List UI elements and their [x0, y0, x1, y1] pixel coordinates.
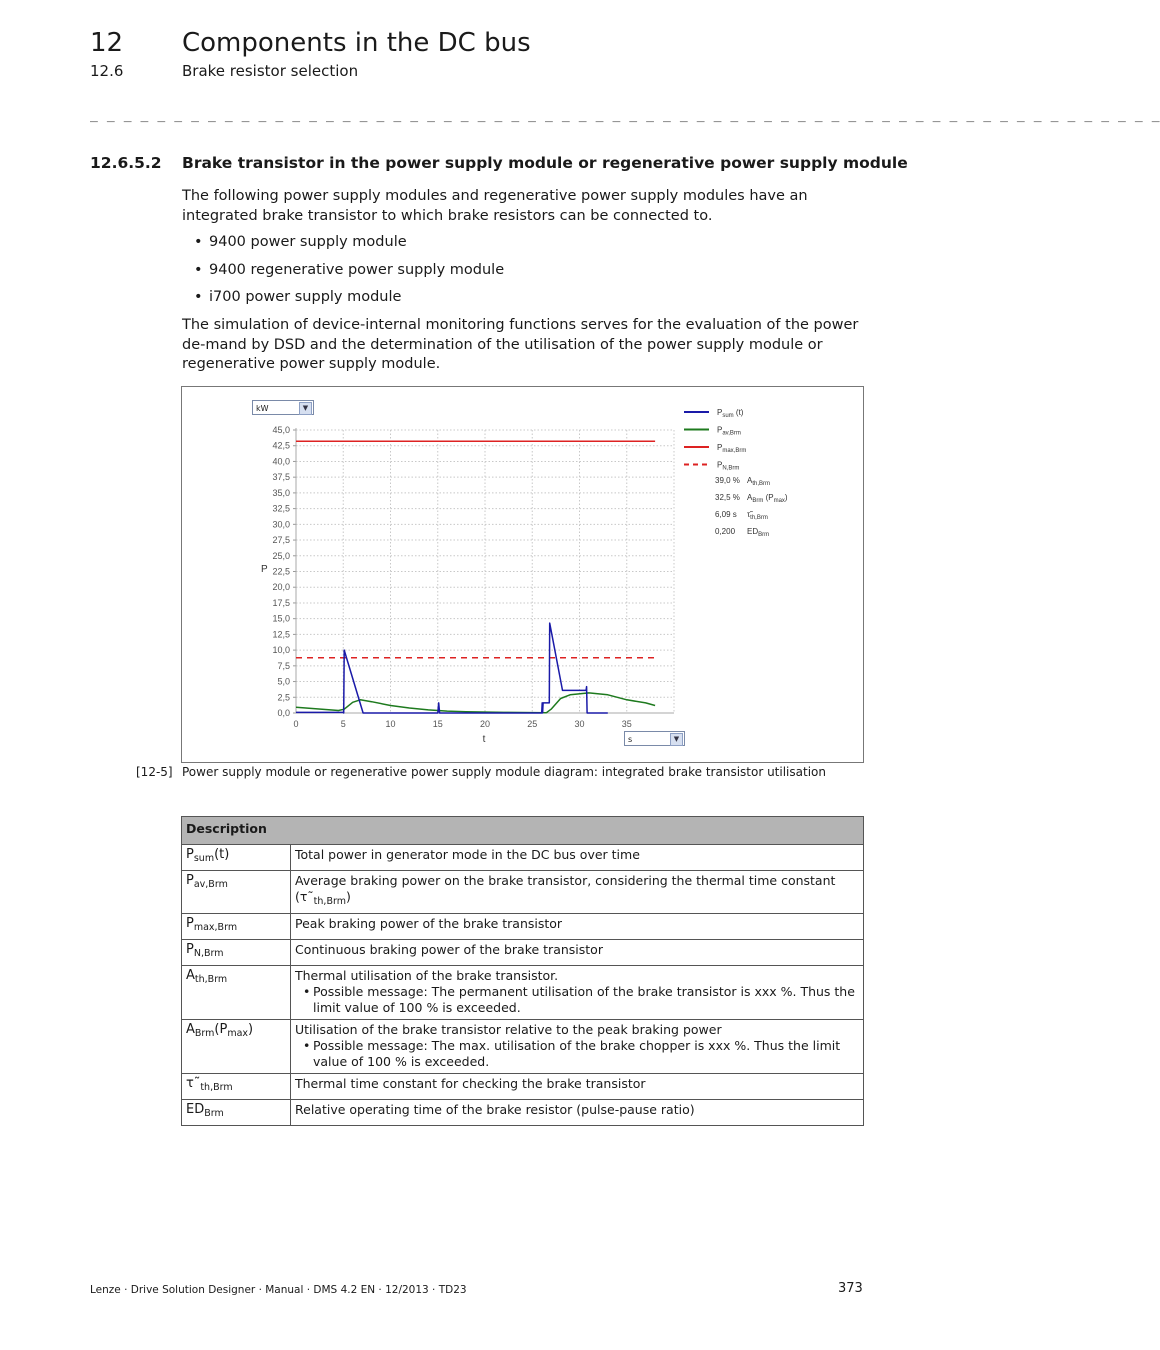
description-text: Total power in generator mode in the DC bus over time [295, 847, 640, 862]
symbol-tail: (P [214, 1022, 228, 1037]
y-tick-label: 22,5 [272, 566, 290, 577]
y-tick-label: 32,5 [272, 503, 290, 514]
symbol-main: A [186, 1022, 195, 1037]
y-tick-label: 15,0 [272, 613, 290, 624]
subsection-title: Brake transistor in the power supply module or regenerative power supply module [182, 154, 908, 172]
table-row [182, 966, 864, 1020]
symbol-cell [182, 845, 291, 871]
description-text: Thermal time constant for checking the brake transistor [295, 1076, 646, 1091]
symbol-sub: Brm [194, 1028, 215, 1039]
y-axis-label: P [261, 564, 268, 575]
page-number: 373 [838, 1281, 863, 1296]
symbol-main: τ˜ [186, 1076, 201, 1091]
bullet-item: • i700 power supply module [194, 289, 402, 305]
description-cell [291, 914, 864, 940]
header-rule: _ _ _ _ _ _ _ _ _ _ _ _ _ _ _ _ _ _ _ _ _ _ _ _ _ _ _ _ _ _ _ _ _ _ _ _ _ _ _ _ _ _ _ _ _ _ _ _ _ _ _ _ _ _ _ _ _ _ _ _ _ _ _ _ [90, 108, 1160, 123]
symbol-sub: th,Brm [200, 1082, 233, 1093]
y-tick-label: 45,0 [272, 425, 290, 435]
x-tick-label: 30 [574, 719, 585, 729]
symbol-cell [182, 966, 291, 1020]
section-title: Brake resistor selection [182, 62, 359, 80]
legend-label: $P_{max,Brm}$ [717, 443, 747, 454]
note-list [295, 984, 859, 1016]
symbol-cell [182, 940, 291, 966]
chart-frame [181, 386, 864, 763]
table-row [182, 1020, 864, 1074]
y-tick-label: 5,0 [277, 676, 290, 687]
y-tick-label: 20,0 [272, 582, 290, 593]
symbol-sub: av,Brm [193, 879, 228, 890]
table-row [182, 871, 864, 914]
description-text: Continuous braking power of the brake transistor [295, 942, 603, 957]
unit-dropdown-value: kW [256, 404, 269, 413]
description-table [181, 816, 864, 1126]
intro-paragraph: The following power supply modules and regenerative power supply modules have an integrated brake transistor to which brake resistors can be connected to. [182, 188, 808, 224]
description-cell [291, 966, 864, 1020]
table-row [182, 940, 864, 966]
bullet-text: i700 power supply module [209, 289, 402, 305]
section-number: 12.6 [90, 62, 124, 80]
chevron-down-icon[interactable]: ▼ [299, 402, 312, 415]
symbol-cell [182, 1100, 291, 1126]
chapter-title: Components in the DC bus [182, 28, 531, 58]
description-text: Average braking power on the brake transistor, considering the thermal time constant ( [295, 873, 836, 904]
readout-label: $ED_{Brm}$ [747, 527, 770, 538]
chevron-down-icon[interactable]: ▼ [670, 733, 683, 746]
x-tick-label: 15 [432, 719, 443, 729]
symbol-sub: th,Brm [194, 974, 228, 985]
x-tick-label: 10 [385, 719, 396, 729]
x-tick-label: 0 [293, 719, 299, 729]
note-list [295, 1038, 859, 1070]
description-cell [291, 940, 864, 966]
subsection-number: 12.6.5.2 [90, 154, 162, 172]
symbol-tail: (t) [214, 847, 230, 862]
y-tick-label: 37,5 [272, 472, 290, 483]
table-row [182, 1100, 864, 1126]
readout-label: $A_{th,Brm}$ [747, 476, 771, 487]
tau-sub: th,Brm [313, 896, 346, 907]
symbol-sub: max,Brm [193, 922, 238, 933]
y-tick-label: 10,0 [272, 645, 290, 656]
x-tick-label: 25 [527, 719, 538, 729]
y-tick-label: 7,5 [277, 660, 290, 671]
table-row [182, 845, 864, 871]
description-cell [291, 871, 864, 914]
symbol-sub: N,Brm [193, 948, 224, 959]
time-unit-dropdown-value: s [628, 735, 633, 744]
symbol-sub: Brm [204, 1108, 224, 1119]
readout-value: 0,200 [715, 527, 736, 536]
description-text: Utilisation of the brake transistor relative to the peak braking power [295, 1022, 722, 1037]
y-tick-label: 30,0 [272, 519, 290, 530]
brake-utilisation-chart [182, 387, 863, 762]
description-cell [291, 1100, 864, 1126]
legend-label: $P_{sum}$ (t) [717, 408, 744, 419]
readout-value: 6,09 s [715, 510, 737, 519]
symbol-main: P [186, 847, 194, 862]
bullet-text: 9400 regenerative power supply module [209, 262, 505, 278]
table-row [182, 1074, 864, 1100]
table-row [182, 914, 864, 940]
symbol-sub2: max [227, 1028, 249, 1039]
closing-paren: ) [345, 889, 351, 904]
readout-value: 39,0 % [715, 476, 740, 485]
symbol-main: ED [186, 1102, 205, 1117]
x-tick-label: 5 [340, 719, 346, 729]
y-tick-label: 17,5 [272, 597, 290, 608]
readout-value: 32,5 % [715, 493, 740, 502]
figure-number: [12-5] [136, 765, 173, 779]
description-cell [291, 845, 864, 871]
symbol-cell [182, 1074, 291, 1100]
table-header-row [182, 817, 864, 845]
symbol-main: P [186, 873, 194, 888]
symbol-main: P [186, 916, 194, 931]
chapter-number: 12 [90, 28, 124, 58]
symbol-tail2: ) [248, 1022, 254, 1037]
y-tick-label: 27,5 [272, 535, 290, 546]
bullet-text: 9400 power supply module [209, 234, 407, 250]
note-item: • Possible message: The max. utilisation of the brake chopper is xxx %. Thus the limit value of 100 % is exceeded. [313, 1038, 859, 1070]
x-tick-label: 35 [621, 719, 632, 729]
symbol-main: A [186, 968, 195, 983]
y-tick-label: 12,5 [272, 629, 290, 640]
simulation-paragraph: The simulation of device-internal monitoring functions serves for the evaluation of the power de-mand by DSD and the determination of the utilisation of the power supply module or regenerative power supply module. [182, 317, 859, 372]
symbol-cell [182, 914, 291, 940]
description-text: Thermal utilisation of the brake transistor. [295, 968, 559, 983]
legend-label: $P_{N,Brm}$ [717, 460, 740, 472]
symbol-cell [182, 871, 291, 914]
y-tick-label: 42,5 [272, 440, 290, 451]
symbol-sub: sum [193, 853, 215, 864]
description-cell [291, 1020, 864, 1074]
description-cell [291, 1074, 864, 1100]
x-tick-label: 20 [479, 719, 491, 729]
readout-label: $\taũ_{th,Brm}$ [747, 510, 768, 521]
y-tick-label: 35,0 [272, 487, 290, 498]
series-line [296, 693, 655, 713]
bullet-item: • 9400 power supply module [194, 234, 407, 250]
figure-caption: Power supply module or regenerative power supply module diagram: integrated brake transistor utilisation [182, 765, 826, 779]
readout-label: $A_{Brm}$ $(P_{max})$ [747, 493, 788, 504]
legend-label: $P_{av,Brm}$ [717, 425, 741, 437]
x-axis-label: t [482, 734, 486, 745]
symbol-cell [182, 1020, 291, 1074]
table-header: Description [182, 817, 864, 845]
footer-text: Lenze · Drive Solution Designer · Manual · DMS 4.2 EN · 12/2013 · TD23 [90, 1284, 467, 1296]
y-tick-label: 2,5 [277, 692, 290, 703]
y-tick-label: 25,0 [272, 550, 290, 561]
bullet-item: • 9400 regenerative power supply module [194, 262, 505, 278]
tau-symbol: τ˜ [299, 889, 314, 904]
description-text: Relative operating time of the brake resistor (pulse-pause ratio) [295, 1102, 695, 1117]
y-tick-label: 40,0 [272, 456, 290, 467]
y-tick-label: 0,0 [277, 708, 290, 718]
symbol-main: P [186, 942, 194, 957]
description-text: Peak braking power of the brake transistor [295, 916, 563, 931]
note-item: • Possible message: The permanent utilisation of the brake transistor is xxx %. Thus the limit value of 100 % is exceeded. [313, 984, 859, 1016]
